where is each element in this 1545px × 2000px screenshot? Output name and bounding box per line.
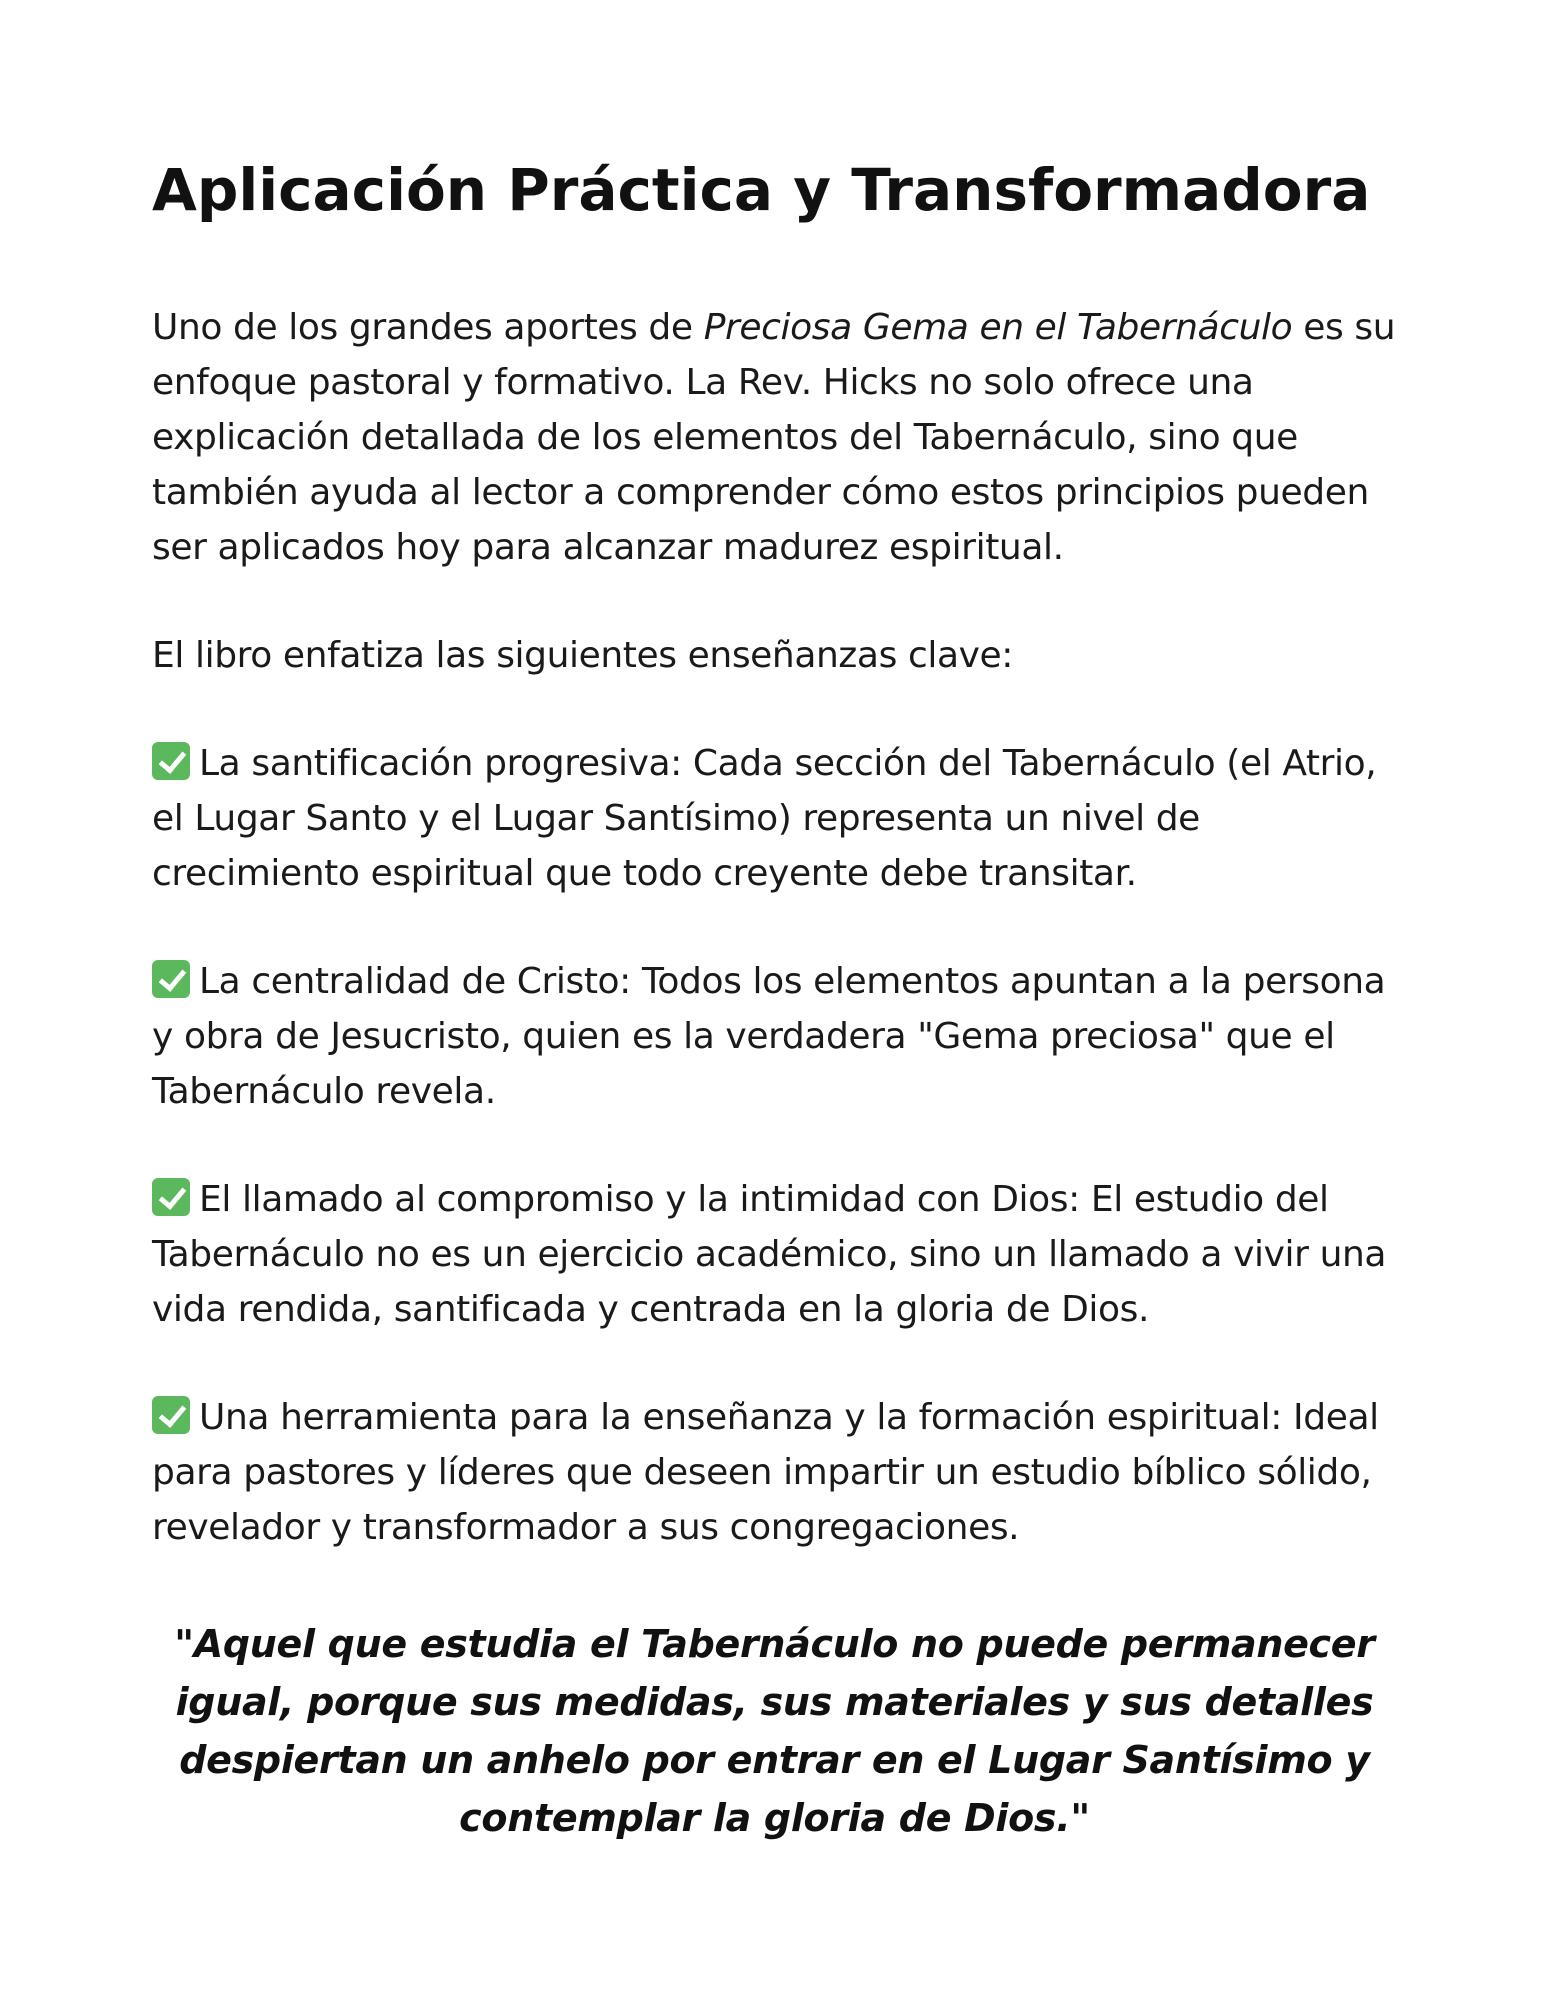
check-icon bbox=[152, 1178, 190, 1216]
page-title: Aplicación Práctica y Transformadora bbox=[152, 156, 1371, 224]
document-page bbox=[152, 150, 1397, 1847]
teaching-item bbox=[152, 1172, 1397, 1337]
teaching-item bbox=[152, 1390, 1397, 1555]
teaching-text: Una herramienta para la enseñanza y la formación espiritual: Ideal para pastores y líderes que deseen impartir un estudio bíblico sólido, revelador y transformador a sus congregaciones. bbox=[152, 1397, 1379, 1548]
teaching-item bbox=[152, 736, 1397, 901]
teaching-text: La santificación progresiva: Cada sección del Tabernáculo (el Atrio, el Lugar Santo y el Lugar Santísimo) representa un nivel de crecimiento espiritual que todo creyente debe transitar. bbox=[152, 743, 1377, 894]
check-icon bbox=[152, 960, 190, 998]
check-icon bbox=[152, 1396, 190, 1434]
book-title: Preciosa Gema en el Tabernáculo bbox=[703, 307, 1293, 348]
teaching-item bbox=[152, 954, 1397, 1119]
intro-text-before: Uno de los grandes aportes de bbox=[152, 307, 704, 348]
intro-text-after: es su enfoque pastoral y formativo. La Rev. Hicks no solo ofrece una explicación detallada de los elementos del Tabernáculo, sino que también ayuda al lector a comprender cómo estos principios pueden ser aplicados hoy para alcanzar madurez espiritual. bbox=[152, 307, 1396, 568]
teaching-text: El llamado al compromiso y la intimidad con Dios: El estudio del Tabernáculo no es un ejercicio académico, sino un llamado a vivir una vida rendida, santificada y centrada en la gloria de Dios. bbox=[152, 1179, 1387, 1330]
closing-quote: "Aquel que estudia el Tabernáculo no puede permanecer igual, porque sus medidas, sus materiales y sus detalles despiertan un anhelo por entrar en el Lugar Santísimo y contemplar la gloria de Dios." bbox=[174, 1622, 1375, 1840]
check-icon bbox=[152, 742, 190, 780]
intro-paragraph bbox=[152, 300, 1397, 575]
teaching-text: La centralidad de Cristo: Todos los elementos apuntan a la persona y obra de Jesucristo, quien es la verdadera "Gema preciosa" que el Tabernáculo revela. bbox=[152, 961, 1386, 1112]
lead-paragraph: El libro enfatiza las siguientes enseñanzas clave: bbox=[152, 635, 1014, 676]
